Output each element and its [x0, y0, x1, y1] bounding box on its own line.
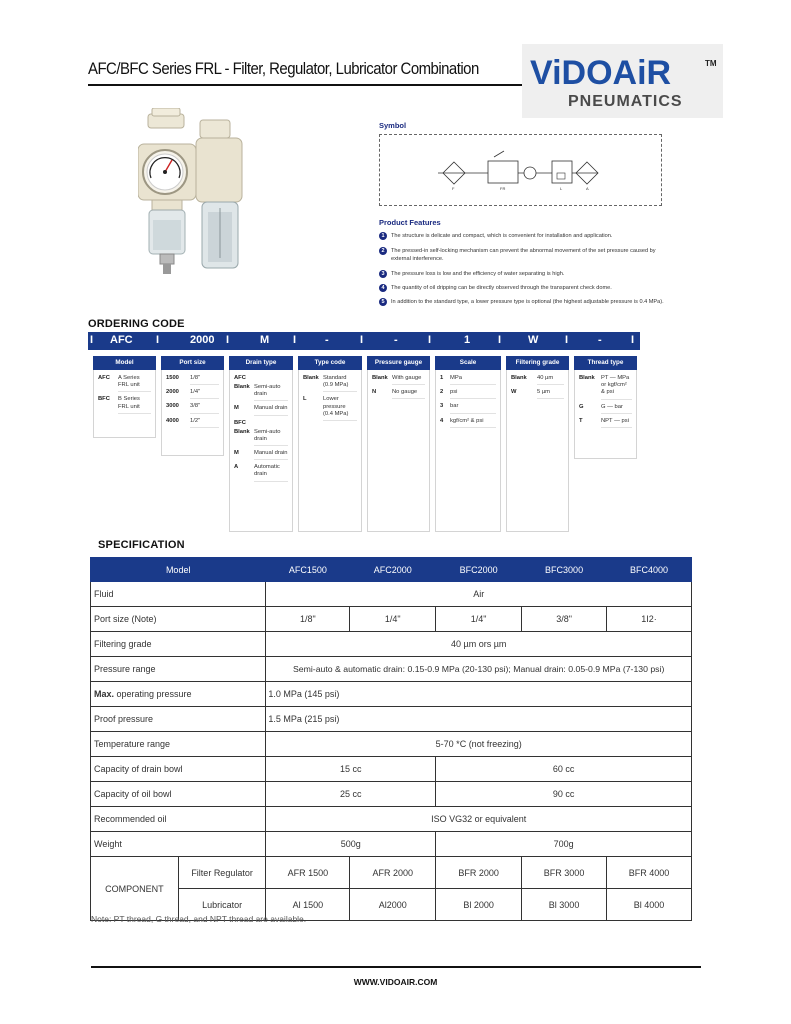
table-row: Capacity of oil bowl 25 cc 90 cc: [91, 782, 692, 807]
spec-header-row: [91, 558, 692, 582]
code-filter: W: [528, 334, 539, 346]
ordering-column-drain-type: Drain type AFC Blank Semi-auto drain M Manual drain BFC Blank Semi-auto drain M Manual drain A Automatic drain: [229, 356, 293, 532]
code-thread: -: [598, 334, 602, 346]
gauge-symbol: [524, 167, 536, 179]
table-row: Max. operating pressure 1.0 MPa (145 psi): [91, 682, 692, 707]
vidoair-logo: [522, 44, 723, 118]
feature-item: 4 The quantity of oil dripping can be directly observed through the transparent check dome.: [379, 284, 669, 292]
port-label-l: L: [560, 186, 563, 191]
ordering-column-thread-type: Thread type Blank PT — MPa or kgf/cm² & psi G G — bar T NPT — psi: [574, 356, 637, 459]
logo-word: ViDOAiR: [530, 54, 672, 92]
ordering-column-type-code: Type code Blank Standard (0.9 MPa) L Lower pressure (0.4 MPa): [298, 356, 362, 532]
table-row: Lubricator Al 1500 Al2000 Bl 2000 Bl 3000 Bl 4000: [91, 889, 692, 921]
header-rule: [88, 84, 528, 86]
lubricator-symbol: [552, 161, 572, 183]
table-row: Capacity of drain bowl 15 cc 60 cc: [91, 757, 692, 782]
ordering-column-port-size: Port size 1500 1/8" 2000 1/4" 3000 3/8" 4000 1/2": [161, 356, 224, 456]
ordering-column-scale: Scale 1 MPa 2 psi 3 bar 4 kgf/cm² & psi: [435, 356, 501, 532]
header-bfc2000: BFC2000: [436, 558, 522, 582]
code-drain: M: [260, 334, 270, 346]
code-type: -: [325, 334, 329, 346]
table-row: Recommended oil ISO VG32 or equivalent: [91, 807, 692, 832]
table-row: COMPONENT Filter Regulator AFR 1500 AFR 2000 BFR 2000 BFR 3000 BFR 4000: [91, 857, 692, 889]
code-port: 2000: [190, 334, 215, 346]
product-image: [138, 108, 250, 278]
page-title: AFC/BFC Series FRL - Filter, Regulator, Lubricator Combination: [88, 59, 479, 78]
table-row: Filtering grade 40 µm ors µm: [91, 632, 692, 657]
table-row: Weight 500g 700g: [91, 832, 692, 857]
table-row: Proof pressure 1.5 MPa (215 psi): [91, 707, 692, 732]
header-afc1500: AFC1500: [266, 558, 350, 582]
table-row: Port size (Note) 1/8" 1/4" 1/4" 3/8" 1I2·: [91, 607, 692, 632]
feature-item: 3 The pressure loss is low and the efficiency of water separating is high.: [379, 270, 669, 278]
header-model: Model: [91, 558, 266, 582]
code-scale: 1: [464, 334, 471, 346]
code-gauge: -: [394, 334, 398, 346]
logo-subtitle: PNEUMATICS: [568, 93, 683, 110]
logo-tm: TM: [705, 59, 717, 68]
table-row: Temperature range 5-70 *C (not freezing): [91, 732, 692, 757]
regulator-symbol: [488, 161, 518, 183]
header-afc2000: AFC2000: [350, 558, 436, 582]
ordering-column-model: Model AFC A Series FRL unit BFC B Series FRL unit: [93, 356, 156, 438]
symbol-diagram: [379, 134, 662, 206]
ordering-code-title: ORDERING CODE: [88, 318, 185, 330]
table-note: Note: PT thread, G thread, and NPT thread are available.: [91, 914, 307, 924]
footer-website[interactable]: WWW.VIDOAIR.COM: [353, 977, 438, 987]
feature-item: 5 In addition to the standard type, a lower pressure type is optional (the highest adjustable pressure is 0.4 MPa).: [379, 298, 669, 306]
feature-item: 2 The pressed-in self-locking mechanism can prevent the abnormal movement of the set pressure caused by external interference.: [379, 247, 669, 263]
specification-table: [90, 557, 692, 921]
code-model: AFC: [110, 334, 133, 346]
header-bfc3000: BFC3000: [522, 558, 607, 582]
header-bfc4000: BFC4000: [607, 558, 692, 582]
footer-rule: [91, 966, 701, 968]
table-row: Pressure range Semi-auto & automatic drain: 0.15-0.9 MPa (20-130 psi); Manual drain: 0.05-0.9 MPa (7-130 psi): [91, 657, 692, 682]
component-label: COMPONENT: [91, 857, 179, 921]
feature-item: 1 The structure is delicate and compact, which is convenient for installation and application.: [379, 232, 669, 240]
features-title: Product Features: [379, 218, 441, 227]
port-label-f: F: [452, 186, 455, 191]
table-row: Fluid Air: [91, 582, 692, 607]
specification-title: SPECIFICATION: [98, 539, 185, 551]
ordering-code-bar: I AFC I 2000 I M I - I - I 1 I W I - I: [88, 332, 640, 350]
symbol-title: Symbol: [379, 121, 407, 130]
ordering-column-filtering-grade: Filtering grade Blank 40 µm W 5 µm: [506, 356, 569, 532]
port-label-a: A: [586, 186, 589, 191]
ordering-column-pressure-gauge: Pressure gauge Blank With gauge N No gauge: [367, 356, 430, 532]
port-label-fr: FR: [500, 186, 506, 191]
